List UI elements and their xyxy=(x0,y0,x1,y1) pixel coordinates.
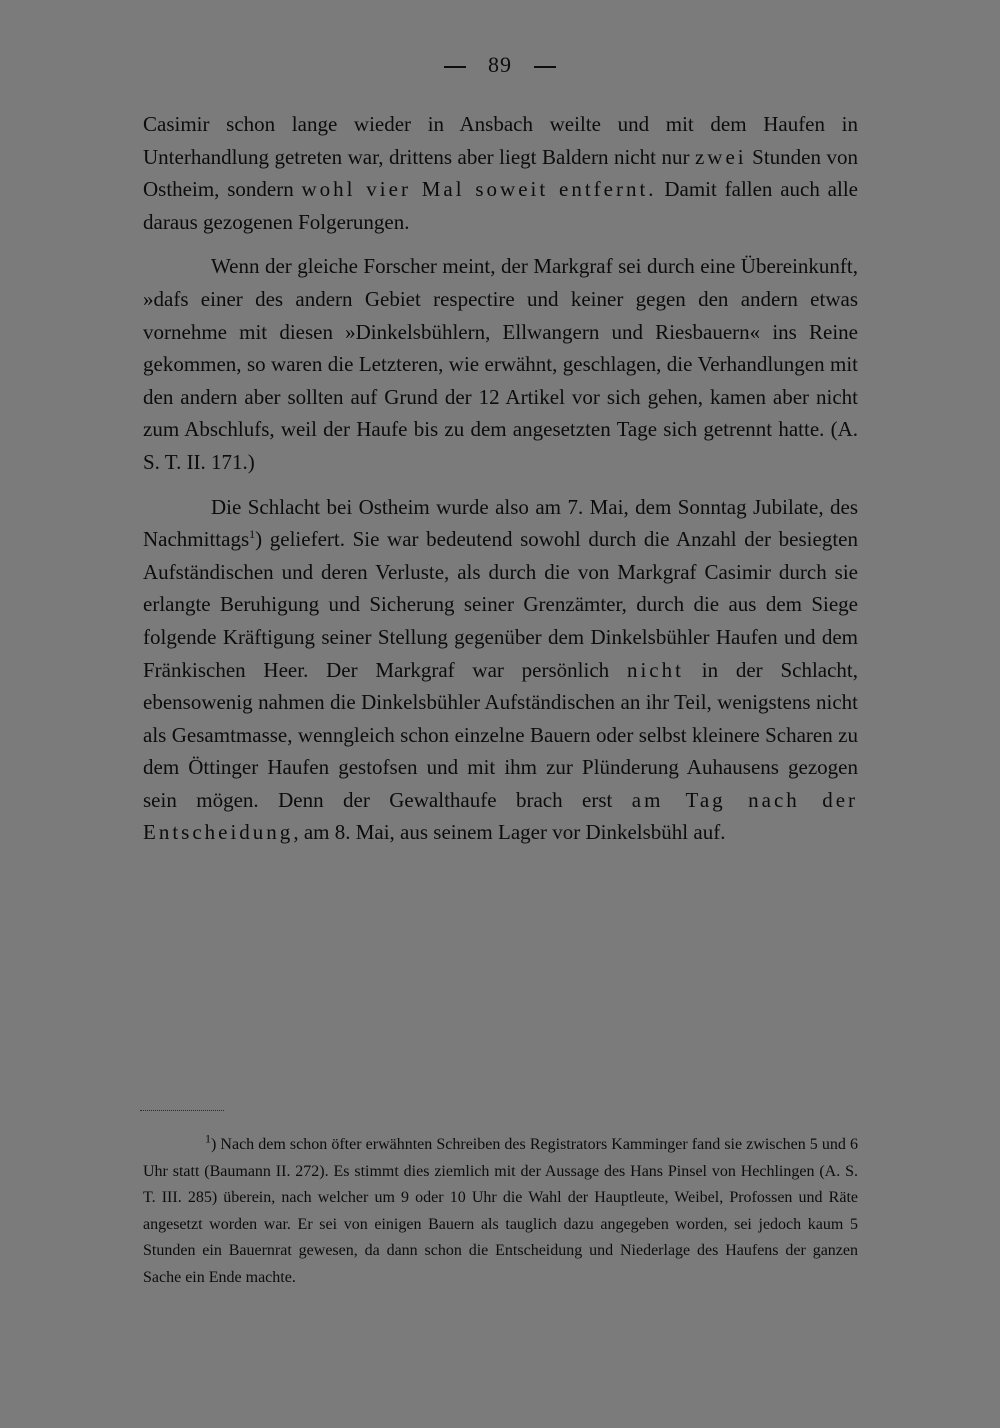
paragraph-1-emphasis-b: wohl vier Mal soweit entfernt. xyxy=(301,177,657,202)
footnote-text: ) Nach dem schon öfter erwähnten Schreiben des Registrators Kamminger fand sie zwischen 5 und 6 Uhr statt (Baumann II. 272). Es stimmt dies ziemlich mit der Aussage des Hans Pinsel von Hechlingen (A. S. T. III. 285) überein, nach welcher um 9 oder 10 Uhr die Wahl der Hauptleute, Weibel, Profossen und Räte angesetzt worden war. Er sei von einigen Bauern als tauglich dazu angegeben worden, sei jedoch kaum 5 Stunden ein Bauernrat gewesen, da dann schon die Entscheidung und Niederlage des Haufens der ganzen Sache ein Ende machte. xyxy=(143,1136,858,1286)
footnote-divider xyxy=(140,1110,224,1111)
paragraph-3-text-a: Die Schlacht bei Ostheim wurde also am 7. Mai, dem Sonntag Jubilate, des Nachmittags xyxy=(143,494,858,552)
footnote xyxy=(143,1132,858,1292)
page-number: 89 xyxy=(488,52,512,77)
paragraph-1-text-c: Damit fallen auch alle daraus gezogenen Folgerungen. xyxy=(143,177,858,234)
header-dash-right xyxy=(534,66,556,68)
paragraph-3-text-c: in der Schlacht, ebensowenig nahmen die Dinkelsbühler Aufständischen an ihr Teil, wenigstens nicht als Gesamtmasse, wenngleich schon einzelne Bauern oder selbst kleinere Scharen zu dem Öttinger Haufen gestofsen und mit ihm zur Plünderung Auhausens gezogen sein mögen. Denn der Gewalthaufe brach erst xyxy=(143,657,859,812)
paragraph-1-text-a: Casimir schon lange wieder in Ansbach weilte und mit dem Haufen in Unterhandlung getreten war, drittens aber liegt Baldern nicht nur xyxy=(143,112,858,169)
footnote-reference: 1 xyxy=(249,527,256,542)
body-text xyxy=(143,108,858,849)
footnote-marker: 1 xyxy=(205,1131,211,1146)
paragraph-1-emphasis-a: zwei xyxy=(694,144,747,169)
paragraph-2: Wenn der gleiche Forscher meint, der Markgraf sei durch eine Übereinkunft, »dafs einer des andern Gebiet respectire und keiner gegen den andern etwas vornehme mit diesen »Dinkelsbühlern, Ellwangern und Riesbauern« ins Reine gekommen, so waren die Letzteren, wie erwähnt, geschlagen, die Verhandlungen mit den andern aber sollten auf Grund der 12 Artikel vor sich gehen, kamen aber nicht zum Abschlufs, weil der Haufe bis zu dem angesetzten Tage sich getrennt hatte. (A. S. T. II. 171.) xyxy=(143,254,858,474)
paragraph-3-text-d: , am 8. Mai, aus seinem Lager vor Dinkelsbühl auf. xyxy=(293,820,726,845)
paragraph-3-text-b: ) geliefert. Sie war bedeutend sowohl durch die Anzahl der besiegten Aufständischen und deren Verluste, als durch die von Markgraf Casimir durch sie erlangte Beruhigung und Sicherung seiner Grenzämter, durch die aus dem Siege folgende Kräftigung seiner Stellung gegenüber dem Dinkelsbühler Haufen und dem Fränkischen Heer. Der Markgraf war persönlich xyxy=(143,527,858,682)
paragraph-3 xyxy=(143,491,858,850)
page-header xyxy=(0,52,1000,78)
paragraph-3-emphasis-b: am Tag nach der Entscheidung xyxy=(143,787,859,845)
paragraph-3-emphasis-a: nicht xyxy=(626,657,684,682)
header-dash-left xyxy=(444,66,466,68)
paragraph-1-text-b: Stunden von Ostheim, sondern xyxy=(143,144,858,202)
paragraph-1 xyxy=(143,108,858,238)
